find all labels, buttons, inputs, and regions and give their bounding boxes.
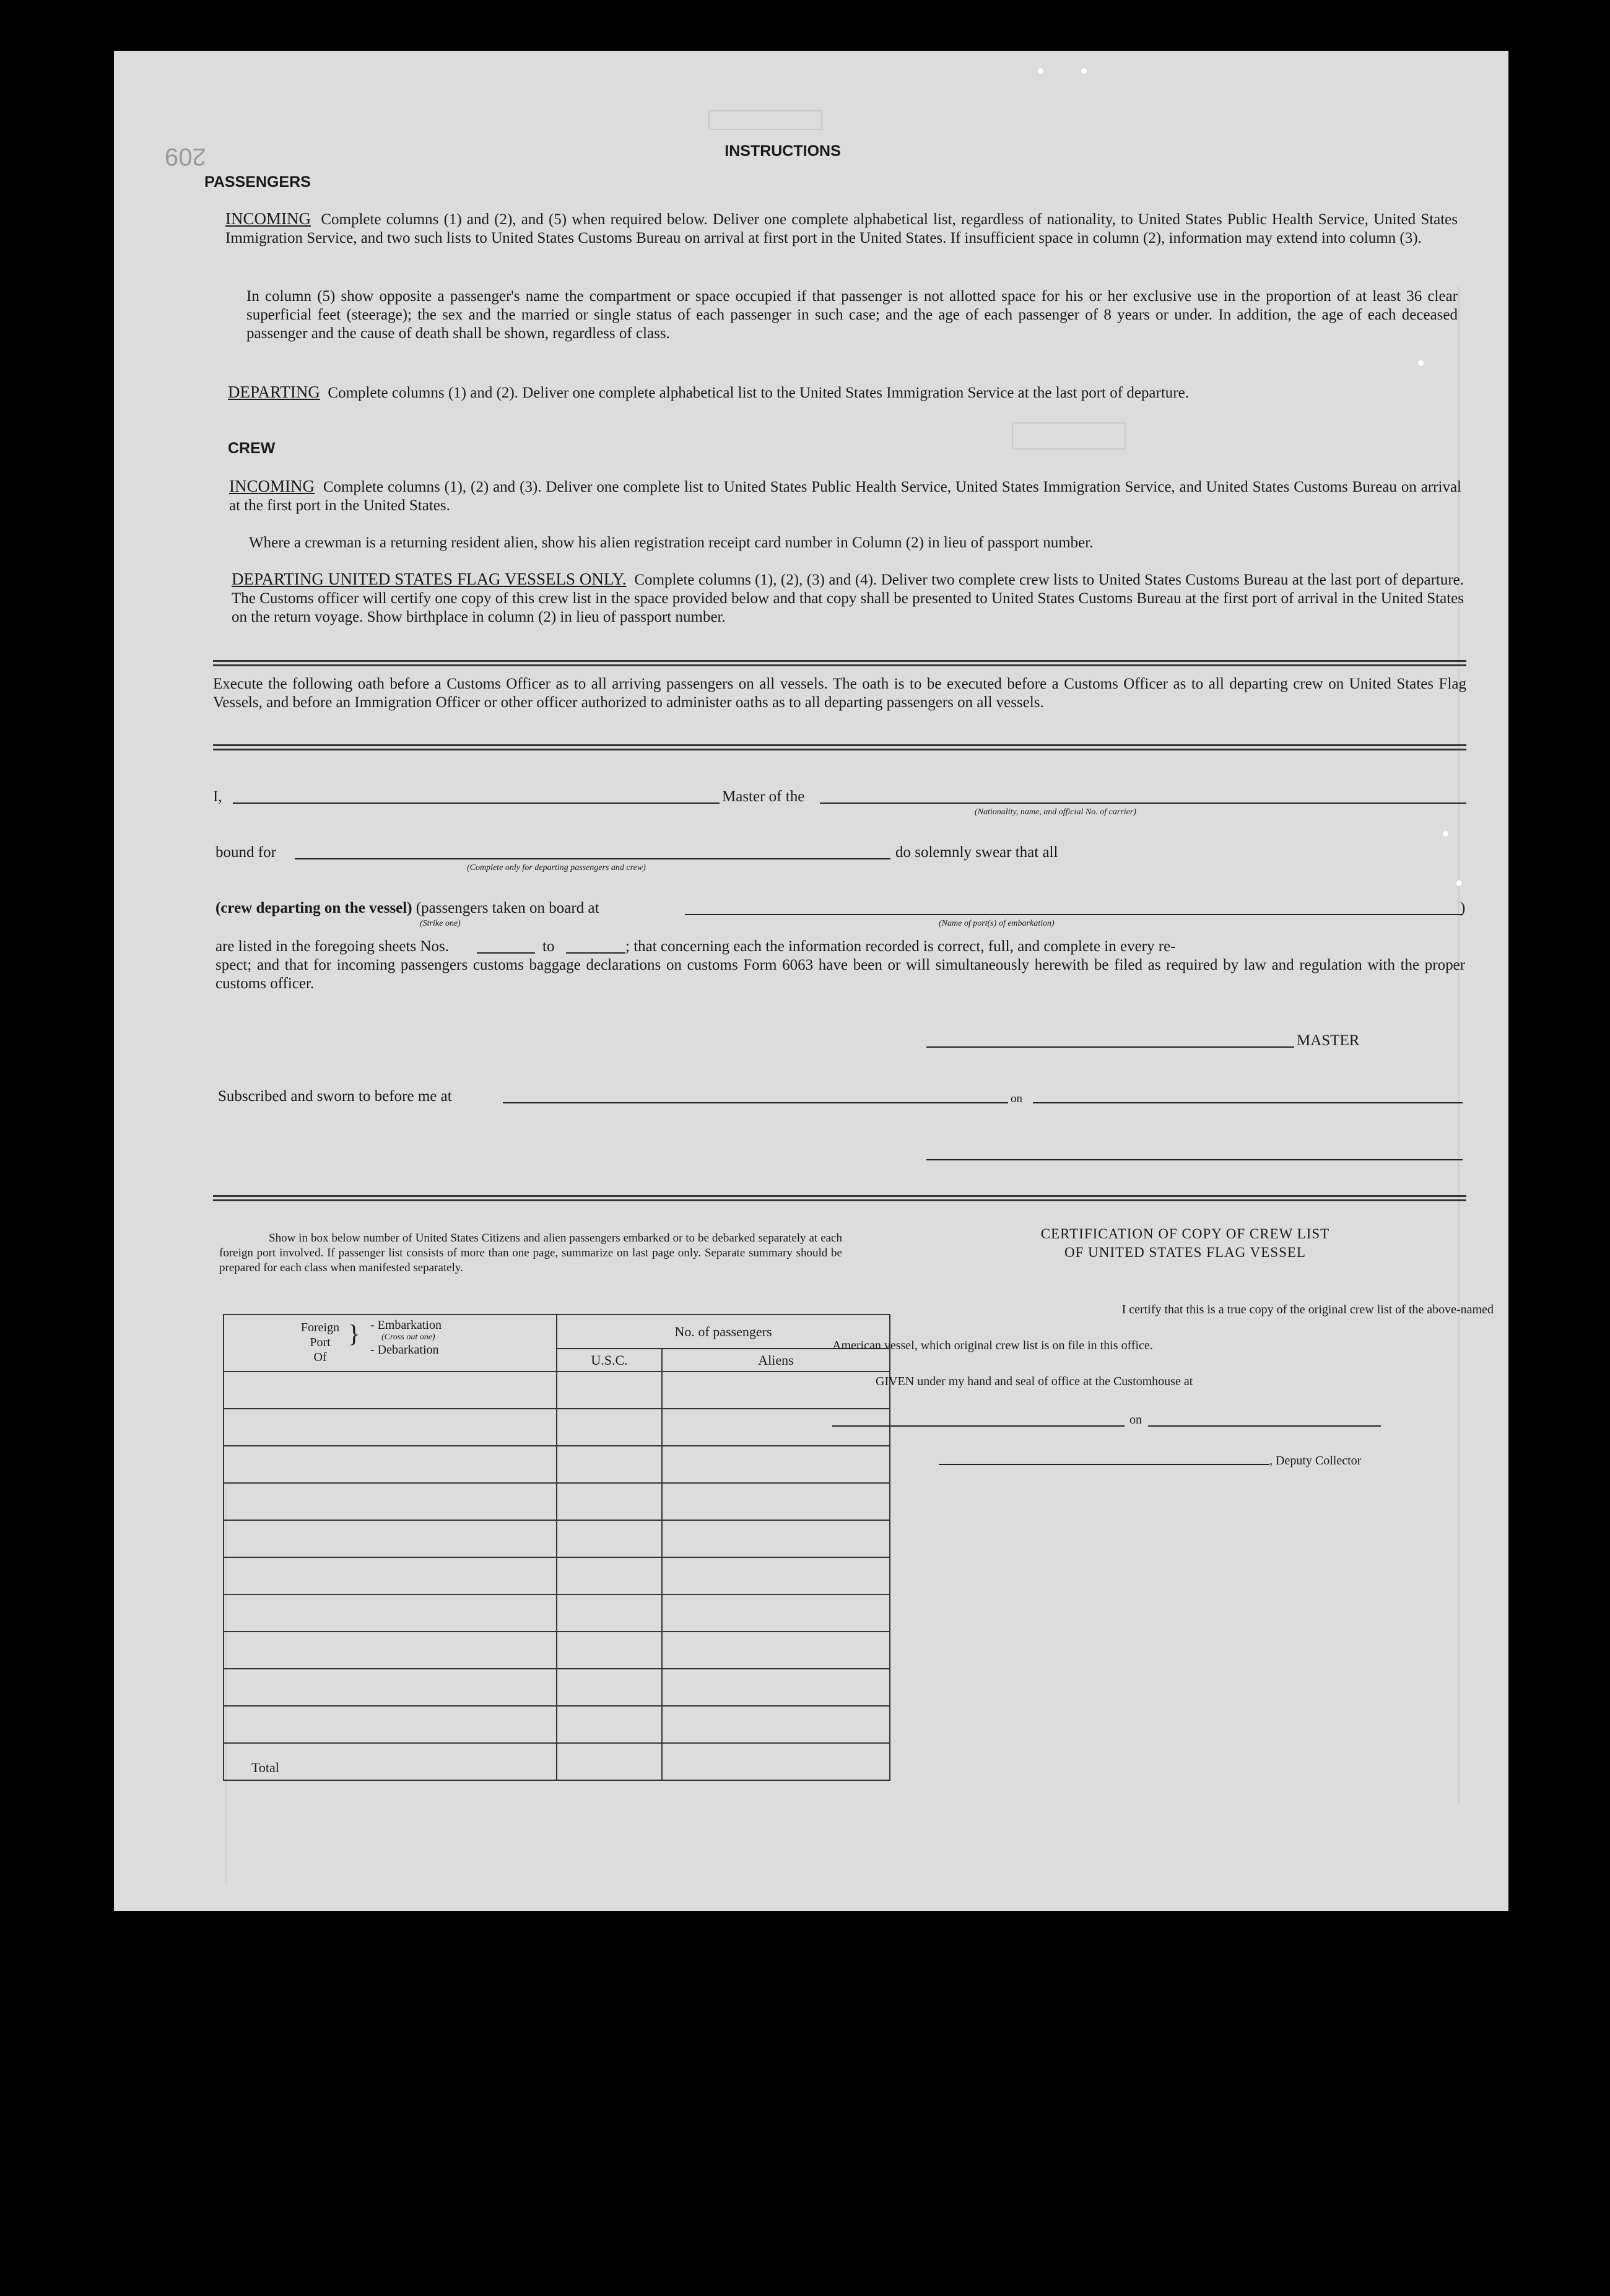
flag-vessels-paragraph bbox=[232, 570, 1464, 627]
bleed-through-box bbox=[708, 110, 822, 130]
foreign-port-of-label bbox=[292, 1320, 348, 1365]
divider bbox=[213, 660, 1466, 666]
table-row bbox=[224, 1669, 890, 1706]
foreign-label: Foreign bbox=[300, 1321, 340, 1334]
table-row bbox=[224, 1372, 890, 1409]
port-cell[interactable] bbox=[224, 1409, 557, 1446]
port-label: Port bbox=[310, 1336, 331, 1349]
port-cell[interactable] bbox=[224, 1372, 557, 1409]
crewman-paragraph: Where a crewman is a returning resident alien, show his alien registration receipt card number in Column (2) in lieu of passport number. bbox=[249, 534, 1094, 551]
of-label: Of bbox=[313, 1350, 327, 1364]
aliens-total-cell[interactable] bbox=[662, 1743, 890, 1780]
aliens-cell[interactable] bbox=[662, 1446, 890, 1483]
scan-speck bbox=[1443, 831, 1448, 837]
carrier-field[interactable] bbox=[820, 802, 1466, 804]
table-row bbox=[224, 1632, 890, 1669]
master-of-the-label: Master of the bbox=[722, 788, 805, 805]
passengers-departing-paragraph bbox=[228, 383, 1458, 402]
table-row bbox=[224, 1557, 890, 1594]
oath-intro-paragraph: Execute the following oath before a Customs Officer as to all arriving passengers on all vessels. The oath is to be executed before a Customs Officer as to all departing crew on United States Flag Vessels, and before an Immigration Officer or other officer authorized to administer oaths as to all departing passengers on all vessels. bbox=[213, 676, 1466, 711]
aliens-cell[interactable] bbox=[662, 1557, 890, 1594]
close-paren: ) bbox=[1460, 900, 1466, 916]
column5-paragraph: In column (5) show opposite a passenger's name the compartment or space occupied if that passenger is not allotted space for his or her exclusive use in the proportion of at least 36 clear superficial feet (steerage); the sex and the married or single status of each passenger in such case; and the age of each passenger of 8 years or under. In addition, the age of each deceased passenger and the cause of death shall be shown, regardless of class. bbox=[246, 288, 1458, 342]
no-of-passengers-header: No. of passengers bbox=[557, 1315, 890, 1349]
total-label: Total bbox=[224, 1743, 557, 1780]
passenger-summary-table bbox=[223, 1314, 890, 1781]
certification-date-field[interactable] bbox=[1148, 1425, 1381, 1427]
swear-text: do solemnly swear that all bbox=[895, 844, 1058, 861]
port-cell[interactable] bbox=[224, 1632, 557, 1669]
scan-speck bbox=[1081, 68, 1087, 74]
passengers-departing-text: Complete columns (1) and (2). Deliver one complete alphabetical list to the United States Immigration Service at the last port of departure. bbox=[328, 385, 1189, 401]
usc-cell[interactable] bbox=[557, 1446, 662, 1483]
port-cell[interactable] bbox=[224, 1483, 557, 1520]
carrier-caption: (Nationality, name, and official No. of carrier) bbox=[975, 807, 1136, 817]
passengers-incoming-label: INCOMING bbox=[225, 209, 311, 228]
port-cell[interactable] bbox=[224, 1706, 557, 1743]
passengers-heading: PASSENGERS bbox=[204, 173, 311, 191]
crew-incoming-text: Complete columns (1), (2) and (3). Deliver one complete list to United States Public Health Service, United States Immigration Service, and United States Customs Bureau on arrival at the first port in the United States. bbox=[229, 479, 1461, 514]
crew-incoming-paragraph bbox=[229, 477, 1461, 515]
usc-cell[interactable] bbox=[557, 1520, 662, 1557]
instructions-title: INSTRUCTIONS bbox=[724, 142, 841, 160]
usc-cell[interactable] bbox=[557, 1372, 662, 1409]
port-cell[interactable] bbox=[224, 1594, 557, 1632]
port-cell[interactable] bbox=[224, 1446, 557, 1483]
certification-on-label: on bbox=[1129, 1413, 1142, 1427]
debarkation-label: - Debarkation bbox=[370, 1343, 439, 1357]
passengers-incoming-text: Complete columns (1) and (2), and (5) when required below. Deliver one complete alphabetical list, regardless of nationality, to United States Public Health Service, United States Immigration Service, and two such lists to United States Customs Bureau on arrival at first port in the United States. If insufficient space in column (2), information may extend into column (3). bbox=[225, 211, 1458, 246]
deputy-collector-label: , Deputy Collector bbox=[1269, 1454, 1362, 1468]
aliens-cell[interactable] bbox=[662, 1632, 890, 1669]
port-cell[interactable] bbox=[224, 1557, 557, 1594]
aliens-cell[interactable] bbox=[662, 1706, 890, 1743]
table-row bbox=[224, 1594, 890, 1632]
deputy-collector-signature-line[interactable] bbox=[939, 1464, 1269, 1465]
scan-speck bbox=[1418, 360, 1424, 366]
aliens-header: Aliens bbox=[662, 1349, 890, 1372]
table-row bbox=[224, 1520, 890, 1557]
listed-suffix: ; that concerning each the information recorded is correct, full, and complete in every re- bbox=[625, 938, 1176, 955]
customhouse-field[interactable] bbox=[832, 1425, 1125, 1427]
table-row bbox=[224, 1483, 890, 1520]
port-cell[interactable] bbox=[224, 1669, 557, 1706]
crew-incoming-label: INCOMING bbox=[229, 477, 315, 495]
usc-cell[interactable] bbox=[557, 1409, 662, 1446]
crew-heading: CREW bbox=[228, 440, 276, 457]
strike-one-caption: (Strike one) bbox=[420, 919, 461, 928]
table-row bbox=[224, 1706, 890, 1743]
scan-speck bbox=[1038, 68, 1043, 74]
table-row bbox=[224, 1446, 890, 1483]
to-label: to bbox=[542, 938, 555, 955]
table-row bbox=[224, 1409, 890, 1446]
aliens-cell[interactable] bbox=[662, 1483, 890, 1520]
given-text: GIVEN under my hand and seal of office at the Customhouse at bbox=[876, 1375, 1193, 1388]
oath-i: I, bbox=[213, 788, 222, 805]
passengers-departing-label: DEPARTING bbox=[228, 383, 320, 401]
cross-out-label: (Cross out one) bbox=[381, 1333, 435, 1342]
sworn-on-label: on bbox=[1008, 1090, 1025, 1108]
officer-signature-line[interactable] bbox=[926, 1159, 1463, 1160]
usc-cell[interactable] bbox=[557, 1706, 662, 1743]
scan-speck bbox=[1456, 881, 1462, 886]
embarkation-label: - Embarkation bbox=[370, 1318, 442, 1332]
crew-departing-text: (crew departing on the vessel) bbox=[215, 900, 412, 916]
certification-title-line1: CERTIFICATION OF COPY OF CREW LIST bbox=[1040, 1226, 1330, 1241]
port-header-cell bbox=[224, 1315, 557, 1372]
summary-instructions: Show in box below number of United States Citizens and alien passengers embarked or to be debarked separately at each foreign port involved. If passenger list consists of more than one page, summarize on last page only. Separate summary should be prepared for each class when manifested separately. bbox=[219, 1232, 842, 1274]
flag-vessels-label: DEPARTING UNITED STATES FLAG VESSELS ONLY. bbox=[232, 570, 627, 588]
bound-for-field[interactable] bbox=[295, 858, 890, 859]
certification-title-line2: OF UNITED STATES FLAG VESSEL bbox=[1064, 1245, 1306, 1260]
sheet-to-field[interactable] bbox=[566, 952, 625, 954]
passengers-taken-text: (passengers taken on board at bbox=[416, 900, 599, 916]
master-label: MASTER bbox=[1297, 1032, 1360, 1049]
usc-cell[interactable] bbox=[557, 1483, 662, 1520]
aliens-cell[interactable] bbox=[662, 1409, 890, 1446]
form-page bbox=[114, 51, 1508, 1911]
page-mark: 209 bbox=[165, 143, 206, 170]
usc-header: U.S.C. bbox=[557, 1349, 662, 1372]
total-row bbox=[224, 1743, 890, 1780]
ports-caption: (Name of port(s) of embarkation) bbox=[939, 919, 1055, 928]
usc-cell[interactable] bbox=[557, 1669, 662, 1706]
master-signature-line[interactable] bbox=[926, 1046, 1294, 1048]
listed-prefix: are listed in the foregoing sheets Nos. bbox=[215, 938, 449, 955]
aliens-cell[interactable] bbox=[662, 1594, 890, 1632]
brace: } bbox=[348, 1320, 360, 1347]
usc-cell[interactable] bbox=[557, 1632, 662, 1669]
bound-for-label: bound for bbox=[215, 844, 276, 861]
passengers-incoming-paragraph bbox=[225, 209, 1458, 248]
master-name-field[interactable] bbox=[233, 802, 720, 804]
divider bbox=[213, 744, 1466, 750]
aliens-cell[interactable] bbox=[662, 1669, 890, 1706]
american-vessel-text: American vessel, which original crew list is on file in this office. bbox=[832, 1339, 1153, 1352]
aliens-cell[interactable] bbox=[662, 1372, 890, 1409]
sheet-from-field[interactable] bbox=[477, 952, 535, 954]
bound-for-caption: (Complete only for departing passengers and crew) bbox=[467, 863, 646, 872]
sworn-place-field[interactable] bbox=[503, 1102, 1014, 1103]
sworn-date-field[interactable] bbox=[1033, 1102, 1463, 1103]
usc-cell[interactable] bbox=[557, 1594, 662, 1632]
usc-cell[interactable] bbox=[557, 1557, 662, 1594]
crew-departing-option bbox=[215, 899, 599, 918]
flag-vessels-text: Complete columns (1), (2), (3) and (4). Deliver two complete crew lists to United States Customs Bureau at the last port of departure. The Customs officer will certify one copy of this crew list in the space provided below and that copy shall be presented to United States Customs Bureau at the first port of arrival in the United States on the return voyage. Show birthplace in column (2) in lieu of passport number. bbox=[232, 572, 1464, 625]
certify-text: I certify that this is a true copy of the original crew list of the above-named bbox=[1121, 1303, 1494, 1316]
bleed-through-box bbox=[1012, 422, 1126, 450]
subscribed-label: Subscribed and sworn to before me at bbox=[218, 1088, 452, 1105]
usc-total-cell[interactable] bbox=[557, 1743, 662, 1780]
certification-title bbox=[919, 1225, 1451, 1262]
aliens-cell[interactable] bbox=[662, 1520, 890, 1557]
embarkation-port-field[interactable] bbox=[685, 914, 1463, 915]
listed-rest: spect; and that for incoming passengers customs baggage declarations on customs Form 6063 have been or will simultaneously herewith be filed as required by law and regulation with the proper customs officer. bbox=[215, 957, 1465, 992]
divider bbox=[213, 1195, 1466, 1201]
port-cell[interactable] bbox=[224, 1520, 557, 1557]
embark-debark-labels bbox=[370, 1318, 442, 1357]
